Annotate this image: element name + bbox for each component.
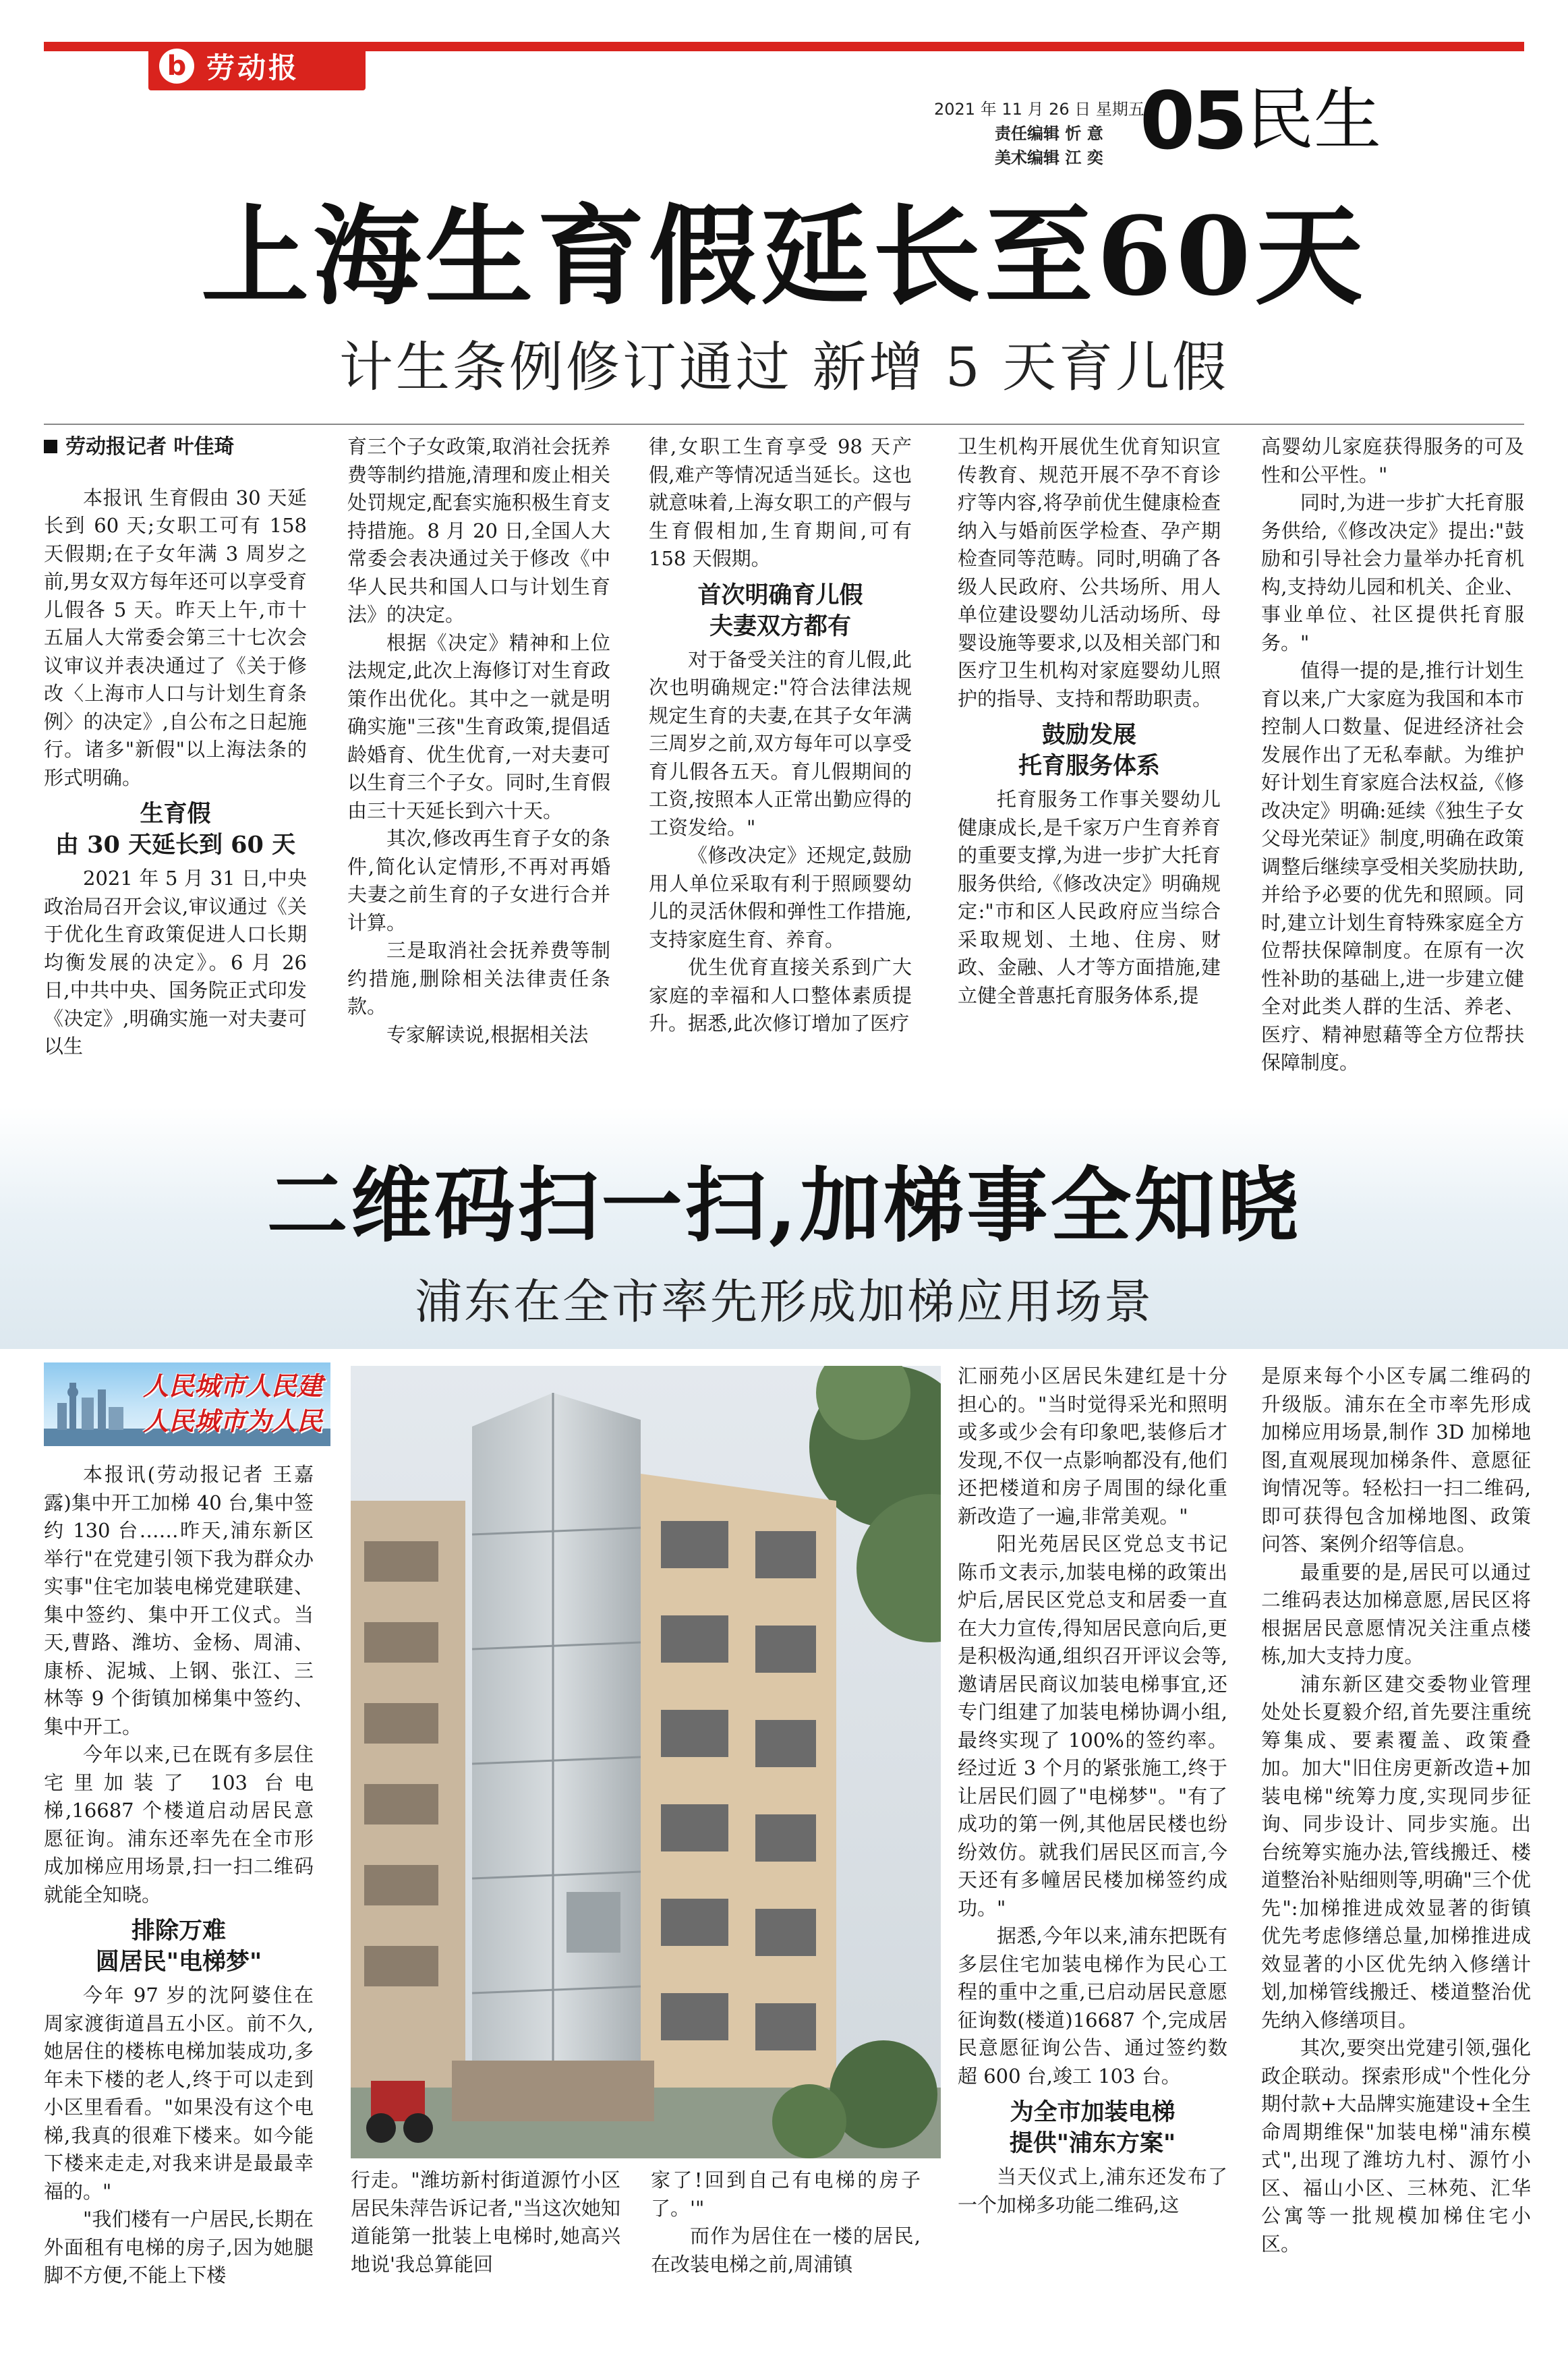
article2-column-4 bbox=[958, 1362, 1227, 2219]
photo-illustration bbox=[351, 1366, 941, 2158]
article2-column-3 bbox=[651, 2166, 921, 2278]
paragraph: 最重要的是,居民可以通过二维码表达加梯意愿,居民区将根据居民意愿情况关注重点楼栋,加大支持力度。 bbox=[1261, 1560, 1531, 1667]
article1-subhead-2: 首次明确育儿假 夫妻双方都有 bbox=[697, 581, 863, 640]
article1-subheadline: 计生条例修订通过 新增 5 天育儿假 bbox=[339, 336, 1229, 399]
paragraph: 对于备受关注的育儿假,此次也明确规定:"符合法律法规规定生育的夫妻,在其子女年满三周岁之前,双方每年可以享受育儿假各五天。育儿假期间的工资,按照本人正常出勤应得的工资发给。" bbox=[649, 648, 912, 839]
paragraph: "我们楼有一户居民,长期在外面租有电梯的房子,因为她腿脚不方便,不能上下楼 bbox=[44, 2208, 314, 2287]
paragraph: 而作为居住在一楼的居民,在改装电梯之前,周浦镇 bbox=[651, 2224, 921, 2276]
article2-subhead-2: 为全市加装电梯 提供"浦东方案" bbox=[1009, 2098, 1176, 2157]
paragraph: 律,女职工生育享受 98 天产假,难产等情况适当延长。这也就意味着,上海女职工的产假与生育假相加,生育期间,可有 158 天假期。 bbox=[649, 435, 912, 570]
article1-column-4 bbox=[958, 433, 1221, 1010]
paragraph: 高婴幼儿家庭获得服务的可及性和公平性。" bbox=[1261, 435, 1524, 486]
article1-subhead-3: 鼓励发展 托育服务体系 bbox=[1018, 721, 1160, 780]
art-editor: 美术编辑 江 奕 bbox=[995, 148, 1103, 167]
paragraph: 其次,要突出党建引领,强化政企联动。探索形成"个性化分期付款+大品牌实施建设+全生命周期维保"加装电梯"浦东模式",出现了潍坊九村、源竹小区、福山小区、三林苑、汇华公寓等一批规模加梯住宅小区。 bbox=[1261, 2036, 1531, 2256]
article2-subhead-1: 排除万难 圆居民"电梯梦" bbox=[95, 1917, 262, 1976]
article1-column-3 bbox=[649, 433, 912, 1038]
article2-headline: 二维码扫一扫,加梯事全知晓 bbox=[266, 1158, 1302, 1253]
article1-top-rule bbox=[44, 424, 1524, 425]
responsible-editor: 责任编辑 忻 意 bbox=[995, 124, 1103, 143]
article1-byline: 劳动报记者 叶佳琦 bbox=[44, 433, 307, 461]
campaign-banner bbox=[44, 1362, 330, 1446]
paragraph: 当天仪式上,浦东还发布了一个加梯多功能二维码,这 bbox=[958, 2165, 1227, 2216]
logo-text: 劳动报 bbox=[206, 51, 300, 84]
elevator-building-photo bbox=[351, 1366, 941, 2158]
byline-square-icon bbox=[44, 440, 57, 453]
paragraph: 2021 年 5 月 31 日,中央政治局召开会议,审议通过《关于优化生育政策促进人口长期均衡发展的决定》。6 月 26 日,中共中央、国务院正式印发《决定》,明确实施一对夫妻可以生 bbox=[44, 867, 307, 1058]
paragraph: 汇丽苑小区居民朱建红是十分担心的。"当时觉得采光和照明或多或少会有印象吧,装修后才发现,不仅一点影响都没有,他们还把楼道和房子周围的绿化重新改造了一遍,非常美观。" bbox=[958, 1364, 1227, 1528]
page-number: 05 bbox=[1140, 74, 1246, 167]
paragraph: 托育服务工作事关婴幼儿健康成长,是千家万户生育养育的重要支撑,为进一步扩大托育服务供给,《修改决定》明确规定:"市和区人民政府应当综合采取规划、土地、住房、财政、金融、人才等方面措施,建立健全普惠托育服务体系,提 bbox=[958, 788, 1221, 1007]
paragraph: 本报讯 生育假由 30 天延长到 60 天;女职工可有 158 天假期;在子女年满 3 周岁之前,男女双方每年还可以享受育儿假各 5 天。昨天上午,市十五届人大常委会第三十七次会议审议并表决通过了《关于修改〈上海市人口与计划生育条例〉的决定》,自公布之日起施行。诸多"新假"以上海法条的形式明确。 bbox=[44, 486, 307, 789]
banner-line-1: 人民城市人民建 bbox=[142, 1371, 322, 1401]
article1-subhead-1: 生育假 由 30 天延长到 60 天 bbox=[55, 800, 296, 859]
article2-column-2 bbox=[351, 2166, 620, 2278]
paragraph: 家了!回到自己有电梯的房子了。'" bbox=[651, 2168, 921, 2220]
section-name: 民生 bbox=[1246, 80, 1381, 159]
paragraph: 三是取消社会抚养费等制约措施,删除相关法律责任条款。 bbox=[347, 939, 610, 1018]
paragraph: 根据《决定》精神和上位法规定,此次上海修订对生育政策作出优化。其中之一就是明确实施"三孩"生育政策,提倡适龄婚育、优生优育,一对夫妻可以生育三个子女。同时,生育假由三十天延长到六十天。 bbox=[347, 631, 610, 822]
article2-column-5 bbox=[1261, 1362, 1531, 2258]
banner-line-2: 人民城市为人民 bbox=[142, 1406, 322, 1436]
paragraph: 优生优育直接关系到广大家庭的幸福和人口整体素质提升。据悉,此次修订增加了医疗 bbox=[649, 956, 912, 1035]
paragraph: 是原来每个小区专属二维码的升级版。浦东在全市率先形成加梯应用场景,制作 3D 加梯地图,直观展现加梯条件、意愿征询情况等。轻松扫一扫二维码,即可获得包含加梯地图、政策问答、案例介绍等信息。 bbox=[1261, 1364, 1531, 1555]
article1-column-2 bbox=[347, 433, 610, 1049]
paragraph: 值得一提的是,推行计划生育以来,广大家庭为我国和本市控制人口数量、促进经济社会发展作出了无私奉献。为维护好计划生育家庭合法权益,《修改决定》明确:延续《独生子女父母光荣证》制度,明确在政策调整后继续享受相关奖励扶助,并给予必要的优先和照顾。同时,建立计划生育特殊家庭全方位帮扶保障制度。在原有一次性补助的基础上,进一步建立健全对此类人群的生活、养老、医疗、精神慰藉等全方位帮扶保障制度。 bbox=[1261, 659, 1524, 1074]
paragraph: 育三个子女政策,取消社会抚养费等制约措施,清理和废止相关处罚规定,配套实施积极生育支持措施。8 月 20 日,全国人大常委会表决通过关于修改《中华人民共和国人口与计划生育法》的决定。 bbox=[347, 435, 610, 626]
newspaper-logo bbox=[148, 42, 366, 90]
paragraph: 其次,修改再生育子女的条件,简化认定情形,不再对再婚夫妻之前生育的子女进行合并计算。 bbox=[347, 827, 610, 934]
paragraph: 专家解读说,根据相关法 bbox=[386, 1023, 589, 1046]
article2-subheadline: 浦东在全市率先形成加梯应用场景 bbox=[415, 1274, 1153, 1329]
paragraph: 本报讯(劳动报记者 王嘉露)集中开工加梯 40 台,集中签约 130 台……昨天,浦东新区举行"在党建引领下我为群众办实事"住宅加装电梯党建联建、集中签约、集中开工仪式。当天,曹路、潍坊、金杨、周浦、康桥、泥城、上钢、张江、三林等 9 个街镇加梯集中签约、集中开工。 bbox=[44, 1463, 314, 1738]
paragraph: 今年 97 岁的沈阿婆住在周家渡街道昌五小区。前不久,她居住的楼栋电梯加装成功,多年未下楼的老人,终于可以走到小区里看看。"如果没有这个电梯,我真的很难下楼来。如今能下楼来走走,对我来讲是最最幸福的。" bbox=[44, 1984, 314, 2203]
article1-column-1 bbox=[44, 433, 307, 1061]
paragraph: 行走。"潍坊新村街道源竹小区居民朱萍告诉记者,"当这次她知道能第一批装上电梯时,她高兴地说'我总算能回 bbox=[351, 2168, 620, 2276]
paragraph: 阳光苑居民区党总支书记陈币文表示,加装电梯的政策出炉后,居民区党总支和居委一直在大力宣传,得知居民意向后,更是积极沟通,组织召开评议会等,邀请居民商议加装电梯事宜,还专门组建了加装电梯协调小组,最终实现了 100%的签约率。经过近 3 个月的紧张施工,终于让居民们圆了"电梯梦"。"有了成功的第一例,其他居民楼也纷纷效仿。就我们居民区而言,今天还有多幢居民楼加梯签约成功。" bbox=[958, 1532, 1227, 1920]
paragraph: 据悉,今年以来,浦东把既有多层住宅加装电梯作为民心工程的重中之重,已启动居民意愿征询数(楼道)16687 个,完成居民意愿征询公告、通过签约数超 600 台,竣工 103 台。 bbox=[958, 1924, 1227, 2088]
article2-column-1 bbox=[44, 1461, 314, 2290]
editor-credits bbox=[995, 121, 1103, 170]
article1-headline: 上海生育假延长至60天 bbox=[201, 193, 1367, 320]
logo-mark-icon: b bbox=[159, 49, 194, 84]
article1-column-5 bbox=[1261, 433, 1524, 1077]
paragraph: 卫生机构开展优生优育知识宣传教育、规范开展不孕不育诊疗等内容,将孕前优生健康检查纳入与婚前医学检查、孕产期检查同等范畴。同时,明确了各级人民政府、公共场所、用人单位建设婴幼儿活动场所、母婴设施等要求,以及相关部门和医疗卫生机构对家庭婴幼儿照护的指导、支持和帮助职责。 bbox=[958, 435, 1221, 710]
paragraph: 今年以来,已在既有多层住宅里加装了 103 台电梯,16687 个楼道启动居民意愿征询。浦东还率先在全市形成加梯应用场景,扫一扫二维码就能全知晓。 bbox=[44, 1743, 314, 1906]
paragraph: 《修改决定》还规定,鼓励用人单位采取有利于照顾婴幼儿的灵活休假和弹性工作措施,支持家庭生育、养育。 bbox=[649, 844, 912, 951]
issue-date: 2021 年 11 月 26 日 星期五 bbox=[934, 100, 1144, 119]
paragraph: 浦东新区建交委物业管理处处长夏毅介绍,首先要注重统筹集成、要素覆盖、政策叠加。加大"旧住房更新改造+加装电梯"统筹力度,实现同步征询、同步设计、同步实施。出台统筹实施办法,管线搬迁、楼道整治补贴细则等,明确"三个优先":加梯推进成效显著的街镇优先考虑修缮总量,加梯推进成效显著的小区优先纳入修缮计划,加梯管线搬迁、楼道整治优先纳入修缮项目。 bbox=[1261, 1672, 1531, 2032]
paragraph: 同时,为进一步扩大托育服务供给,《修改决定》提出:"鼓励和引导社会力量举办托育机构,支持幼儿园和机关、企业、事业单位、社区提供托育服务。" bbox=[1261, 491, 1524, 654]
